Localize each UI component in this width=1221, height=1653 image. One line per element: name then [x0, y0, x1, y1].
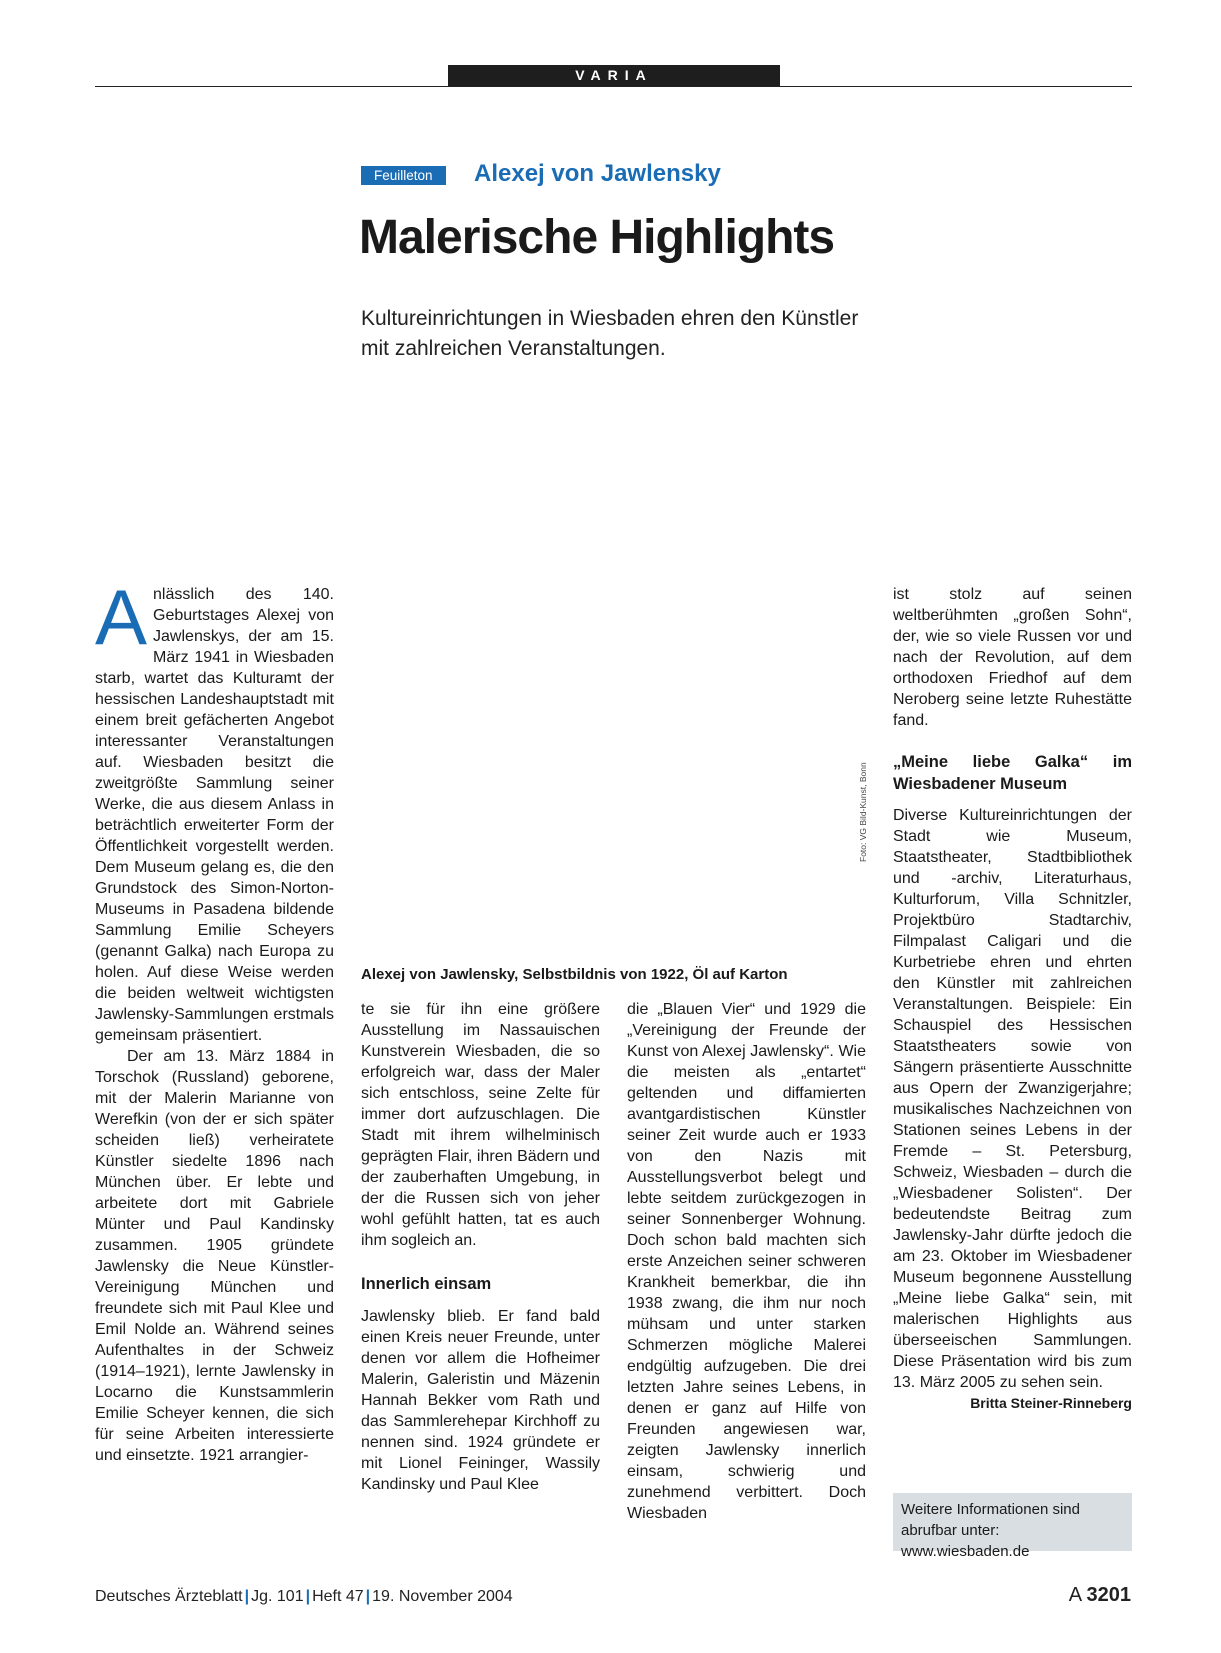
journal-date: 19. November 2004	[372, 1588, 513, 1605]
paragraph	[893, 805, 1132, 1411]
column-1	[95, 573, 334, 1466]
info-box: Weitere Informationen sind abrufbar unter: www.wiesbaden.de	[893, 1493, 1132, 1551]
paragraph: nlässlich des 140. Geburtstages Alexej von Jawlenskys, der am 15. März 1941 in Wiesbaden starb, wartet das Kulturamt der hessischen Landeshauptstadt mit einem breit gefächerten Angebot interessanter Veranstaltungen auf. Wiesbaden besitzt die zweitgrößte Sammlung seiner Werke, die aus diesem Anlass in beträchtlich erweiterter Form der Öffentlichkeit vorgestellt werden. Dem Museum gelang es, die den Grundstock des Simon-Norton-Museums in Pasadena bildende Sammlung Emilie Scheyers (genannt Galka) nach Europa zu holen. Auf diese Weise werden die beiden weltweit wichtigsten Jawlensky-Sammlungen erstmals gemeinsam präsentiert.	[95, 586, 334, 1044]
header-rule	[95, 86, 1132, 87]
paragraph: Jawlensky blieb. Er fand bald einen Kreis neuer Freunde, unter denen vor allem die Hofheimer Malerin, Galeristin und Mäzenin Hannah Bekker vom Rath und das Sammlerehepar Kirchhoff zu nennen sind. 1924 gründete er mit Lionel Feininger, Wassily Kandinsky und Paul Klee	[361, 1308, 600, 1493]
footer-citation	[95, 1588, 513, 1606]
article-kicker: Alexej von Jawlensky	[474, 160, 721, 187]
journal-issue: Heft 47	[312, 1588, 364, 1605]
rubric-badge: Feuilleton	[361, 166, 446, 185]
column-3	[627, 999, 866, 1524]
article-standfirst: Kultureinrichtungen in Wiesbaden ehren den Künstler mit zahlreichen Veranstaltungen.	[361, 307, 859, 360]
column-4	[893, 584, 1132, 1414]
separator: |	[244, 1588, 250, 1605]
paragraph: die „Blauen Vier“ und 1929 die „Vereinigung der Freunde der Kunst von Alexej Jawlensky“. Wie die meisten als „entartet“ geltenden und diffamierten avantgardistischen Künstler seiner Zeit wurde auch er 1933 von den Nazis mit Ausstellungsverbot belegt und lebte seitdem zurückgezogen in seiner Sonnenberger Wohnung. Doch schon bald machten sich erste Anzeichen seiner schweren Krankheit bemerkbar, die ihn 1938 zwang, die ihm nur noch mühsam und unter starken Schmerzen mögliche Malerei endgültig aufzugeben. Die drei letzten Jahre seines Lebens, in denen er ganz auf Hilfe von Freunden angewiesen war, zeigten Jawlensky innerlich einsam, schwierig und zunehmend verbittert. Doch Wiesbaden	[627, 1001, 866, 1522]
page-number-value: 3201	[1086, 1584, 1131, 1606]
separator: |	[365, 1588, 371, 1605]
image-caption: Alexej von Jawlensky, Selbstbildnis von 1922, Öl auf Karton	[361, 966, 788, 983]
subheading: „Meine liebe Galka“ im Wiesbadener Museum	[893, 753, 1132, 793]
journal-name: Deutsches Ärzteblatt	[95, 1588, 243, 1605]
paragraph-text: Diverse Kultureinrichtungen der Stadt wie Museum, Staatstheater, Stadtbibliothek und -archiv, Literaturhaus, Kulturforum, Villa Schnitzler, Projektbüro Stadtarchiv, Filmpalast Caligari und die Kurbetriebe ehren und ehrten den Künstler mit zahlreichen Veranstaltungen. Beispiele: Ein Schauspiel des Hessischen Staatstheaters sowie von Sängern präsentierte Ausschnitte aus Opern der Zwanzigerjahre; musikalisches Nachzeichnen von Stationen seines Lebens in der Fremde – St. Petersburg, Schweiz, Wiesbaden – durch die „Wiesbadener Solisten“. Der bedeutendste Beitrag zum Jawlensky-Jahr dürfte jedoch die am 23. Oktober im Wiesbadener Museum begonnene Ausstellung „Meine liebe Galka“ sein, mit malerischen Highlights aus überseeischen Sammlungen. Diese Präsentation wird bis zum 13. März 2005 zu sehen sein.	[893, 807, 1132, 1391]
subheading: Innerlich einsam	[361, 1275, 492, 1293]
page-number	[1069, 1584, 1131, 1607]
journal-volume: Jg. 101	[251, 1588, 304, 1605]
section-label: VARIA	[448, 65, 780, 86]
paragraph: te sie für ihn eine größere Ausstellung im Nassauischen Kunstverein Wiesbaden, die so erfolgreich war, dass der Maler sich entschloss, seine Zelte für immer dort aufzuschlagen. Die Stadt mit ihrem wilhelminisch geprägten Flair, ihren Bädern und der zauberhaften Umgebung, in der die Russen sich von jeher wohl gefühlt hatten, tat es auch ihm sogleich an.	[361, 1001, 600, 1249]
column-2	[361, 999, 600, 1495]
paragraph: ist stolz auf seinen weltberühmten „großen Sohn“, der, wie so viele Russen vor und nach der Revolution, auf dem orthodoxen Friedhof auf dem Neroberg seine letzte Ruhestätte fand.	[893, 586, 1132, 729]
separator: |	[305, 1588, 311, 1605]
photo-credit: Foto: VG Bild-Kunst, Bonn	[858, 762, 868, 862]
paragraph: Der am 13. März 1884 in Torschok (Russland) geborene, mit der Malerin Marianne von Werefkin (von der er sich später scheiden ließ) verheiratete Künstler siedelte 1896 nach München über. Er lebte und arbeitete dort mit Gabriele Münter und Paul Kandinsky zusammen. 1905 gründete Jawlensky die Neue Künstler-Vereinigung München und freundete sich mit Paul Klee und Emil Nolde an. Während seines Aufenthaltes in der Schweiz (1914–1921), lernte Jawlensky in Locarno die Kunstsammlerin Emilie Scheyer kennen, die sich für seine Arbeiten interessierte und einsetzte. 1921 arrangier-	[95, 1048, 334, 1464]
article-headline: Malerische Highlights	[359, 211, 835, 264]
page-prefix: A	[1068, 1584, 1081, 1606]
author-byline: Britta Steiner-Rinneberg	[970, 1395, 1132, 1411]
drop-cap: A	[95, 573, 148, 661]
